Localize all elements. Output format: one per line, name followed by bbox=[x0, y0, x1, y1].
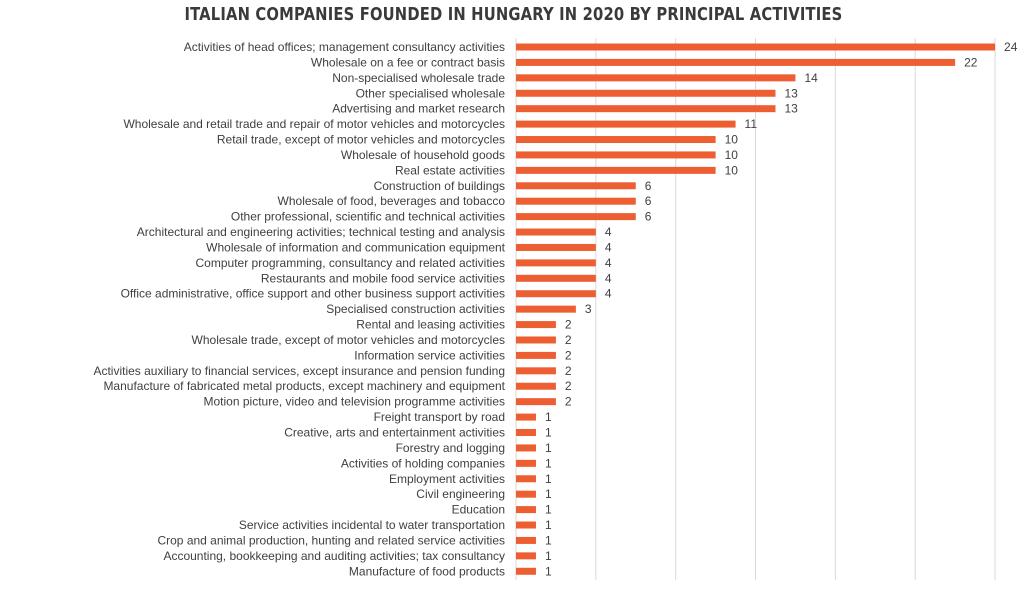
value-label: 1 bbox=[544, 533, 552, 548]
bar bbox=[516, 398, 556, 405]
bar bbox=[516, 321, 556, 328]
value-label: 13 bbox=[784, 101, 798, 116]
category-label: Manufacture of fabricated metal products, except machinery and equipment bbox=[103, 379, 505, 394]
category-label: Education bbox=[451, 502, 505, 517]
bar bbox=[516, 414, 536, 421]
value-label: 2 bbox=[564, 394, 572, 409]
bar bbox=[516, 182, 636, 189]
value-label: 1 bbox=[544, 471, 552, 486]
bar bbox=[516, 244, 596, 251]
category-label: Architectural and engineering activities; technical testing and analysis bbox=[136, 225, 505, 240]
value-label: 2 bbox=[564, 348, 572, 363]
value-label: 4 bbox=[604, 271, 612, 286]
value-label: 3 bbox=[584, 302, 592, 317]
category-label: Information service activities bbox=[354, 348, 505, 363]
category-labels bbox=[93, 40, 505, 578]
category-label: Other professional, scientific and technical activities bbox=[230, 209, 505, 224]
bar bbox=[516, 290, 596, 297]
bar bbox=[516, 552, 536, 559]
value-label: 2 bbox=[564, 379, 572, 394]
value-label: 4 bbox=[604, 255, 612, 270]
value-label: 1 bbox=[544, 548, 552, 563]
category-label: Other specialised wholesale bbox=[355, 86, 505, 101]
value-label: 1 bbox=[544, 425, 552, 440]
value-label: 1 bbox=[544, 502, 552, 517]
value-label: 1 bbox=[544, 564, 552, 579]
value-label: 4 bbox=[604, 240, 612, 255]
category-label: Construction of buildings bbox=[373, 178, 505, 193]
value-label: 2 bbox=[564, 332, 572, 347]
value-label: 4 bbox=[604, 286, 612, 301]
value-label: 2 bbox=[564, 317, 572, 332]
bar bbox=[516, 460, 536, 467]
bar bbox=[516, 506, 536, 513]
category-label: Wholesale trade, except of motor vehicles and motorcycles bbox=[191, 332, 505, 347]
category-label: Non-specialised wholesale trade bbox=[332, 70, 505, 85]
value-label: 1 bbox=[544, 518, 552, 533]
category-label: Activities of holding companies bbox=[340, 456, 505, 471]
category-label: Motion picture, video and television programme activities bbox=[203, 394, 505, 409]
value-label: 1 bbox=[544, 456, 552, 471]
value-label: 11 bbox=[744, 117, 758, 132]
category-label: Employment activities bbox=[388, 471, 505, 486]
bar bbox=[516, 336, 556, 343]
category-label: Crop and animal production, hunting and related service activities bbox=[157, 533, 505, 548]
bar bbox=[516, 522, 536, 529]
value-label: 6 bbox=[644, 209, 652, 224]
value-label: 14 bbox=[804, 70, 818, 85]
category-label: Office administrative, office support and other business support activities bbox=[120, 286, 505, 301]
category-label: Creative, arts and entertainment activities bbox=[284, 425, 505, 440]
bar bbox=[516, 568, 536, 575]
bar bbox=[516, 306, 576, 313]
value-label: 10 bbox=[724, 132, 738, 147]
value-label: 6 bbox=[644, 178, 652, 193]
category-label: Wholesale and retail trade and repair of motor vehicles and motorcycles bbox=[123, 117, 505, 132]
category-label: Wholesale of food, beverages and tobacco bbox=[277, 194, 505, 209]
bar bbox=[516, 59, 955, 66]
value-label: 1 bbox=[544, 440, 552, 455]
bar bbox=[516, 105, 775, 112]
bar bbox=[516, 537, 536, 544]
category-label: Restaurants and mobile food service activities bbox=[260, 271, 505, 286]
bar bbox=[516, 151, 716, 158]
category-label: Real estate activities bbox=[394, 163, 505, 178]
bar bbox=[516, 259, 596, 266]
value-label: 4 bbox=[604, 225, 612, 240]
category-label: Wholesale on a fee or contract basis bbox=[310, 55, 505, 70]
bar bbox=[516, 198, 636, 205]
bar bbox=[516, 167, 716, 174]
bar bbox=[516, 491, 536, 498]
bar bbox=[516, 44, 995, 51]
chart-title: ITALIAN COMPANIES FOUNDED IN HUNGARY IN 2020 BY PRINCIPAL ACTIVITIES bbox=[184, 4, 843, 25]
category-label: Activities of head offices; management consultancy activities bbox=[183, 40, 505, 54]
category-label: Advertising and market research bbox=[332, 101, 505, 116]
bar bbox=[516, 352, 556, 359]
bar bbox=[516, 229, 596, 236]
bar bbox=[516, 136, 716, 143]
category-label: Freight transport by road bbox=[373, 410, 505, 425]
value-label: 1 bbox=[544, 487, 552, 502]
category-label: Specialised construction activities bbox=[326, 302, 505, 317]
value-label: 10 bbox=[724, 147, 738, 162]
bar bbox=[516, 383, 556, 390]
category-label: Forestry and logging bbox=[395, 440, 505, 455]
category-label: Computer programming, consultancy and related activities bbox=[195, 255, 505, 270]
category-label: Wholesale of household goods bbox=[340, 147, 505, 162]
value-label: 2 bbox=[564, 363, 572, 378]
bar bbox=[516, 429, 536, 436]
value-label: 22 bbox=[964, 55, 978, 70]
bar bbox=[516, 90, 775, 97]
value-label: 10 bbox=[724, 163, 738, 178]
category-label: Manufacture of food products bbox=[348, 564, 505, 579]
value-label: 13 bbox=[784, 86, 798, 101]
bar bbox=[516, 275, 596, 282]
category-label: Service activities incidental to water transportation bbox=[238, 518, 505, 533]
category-label: Retail trade, except of motor vehicles and motorcycles bbox=[216, 132, 505, 147]
bar bbox=[516, 213, 636, 220]
bar bbox=[516, 74, 795, 81]
category-label: Rental and leasing activities bbox=[356, 317, 505, 332]
value-label: 1 bbox=[544, 410, 552, 425]
category-label: Activities auxiliary to financial services, except insurance and pension funding bbox=[93, 363, 505, 378]
bar bbox=[516, 367, 556, 374]
bar bbox=[516, 475, 536, 482]
value-label: 24 bbox=[1004, 40, 1018, 54]
bar bbox=[516, 444, 536, 451]
category-label: Wholesale of information and communication equipment bbox=[206, 240, 505, 255]
category-label: Accounting, bookkeeping and auditing activities; tax consultancy bbox=[163, 548, 505, 563]
bar bbox=[516, 121, 736, 128]
category-label: Civil engineering bbox=[416, 487, 505, 502]
value-label: 6 bbox=[644, 194, 652, 209]
